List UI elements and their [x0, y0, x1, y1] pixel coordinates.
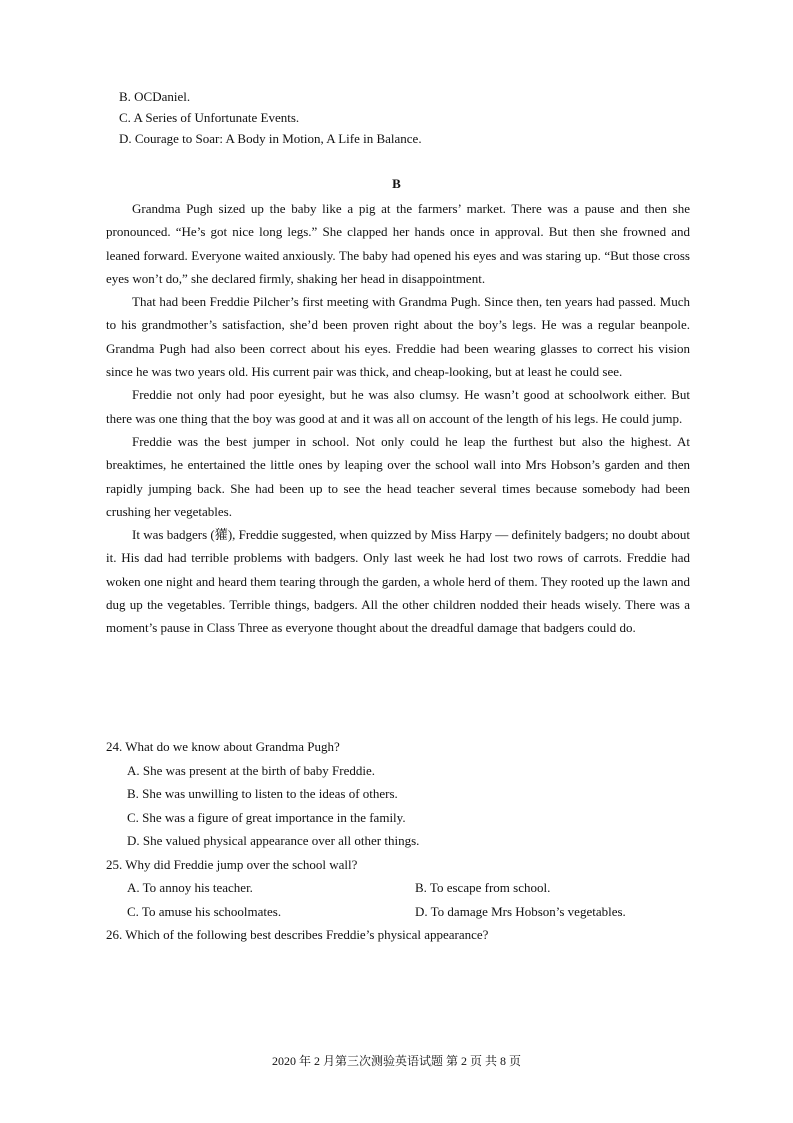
question-25-stem: 25. Why did Freddie jump over the school wall?	[106, 856, 358, 872]
section-heading: B	[392, 176, 401, 191]
passage-paragraph-3: Freddie not only had poor eyesight, but he was also clumsy. He wasn’t good at schoolwork either. But there was one thing that the boy was good at and it was all on account of the length of his legs. He could jump.	[106, 387, 690, 426]
question-25-option-c: C. To amuse his schoolmates.	[127, 903, 282, 919]
question-24-stem: 24. What do we know about Grandma Pugh?	[106, 739, 340, 754]
question-26-stem: 26. Which of the following best describes Freddie’s physical appearance?	[106, 927, 489, 942]
question-list	[106, 735, 706, 947]
question-25-option-b: B. To escape from school.	[415, 880, 551, 895]
passage-paragraph-5: It was badgers (獾), Freddie suggested, when quizzed by Miss Harpy — definitely badgers; no doubt about it. His dad had terrible problems with badgers. Only last week he had lost two rows of carrots. Freddie had woken one night and heard them tearing through the garden, a whole herd of them. They rooted up the lawn and dug up the vegetables. Terrible things, badgers. All the other children nodded their heads wisely. There was a moment’s pause in Class Three as everyone thought about the dreadful damage that badgers could do.	[106, 527, 690, 636]
option-d: D. Courage to Soar: A Body in Motion, A Life in Balance.	[119, 131, 422, 146]
passage-paragraph-4: Freddie was the best jumper in school. Not only could he leap the furthest but also the highest. At breaktimes, he entertained the little ones by leaping over the school wall into Mrs Hobson’s garden and then rapidly jumping back. She had been up to see the head teacher several times because somebody had been crushing her vegetables.	[106, 433, 690, 519]
question-24-option-d: D. She valued physical appearance over all other things.	[127, 833, 420, 848]
question-24-option-b: B. She was unwilling to listen to the ideas of others.	[127, 786, 398, 801]
question-24-option-c: C. She was a figure of great importance in the family.	[127, 809, 406, 825]
reading-passage	[106, 197, 690, 640]
question-25-options-row-1	[106, 876, 706, 900]
question-24-option-a: A. She was present at the birth of baby Freddie.	[127, 762, 376, 778]
option-c: C. A Series of Unfortunate Events.	[119, 110, 300, 125]
passage-paragraph-1: Grandma Pugh sized up the baby like a pig at the farmers’ market. There was a pause and then she pronounced. “He’s got nice long legs.” She clapped her hands once in approval. But then she frowned and leaned forward. Everyone waited anxiously. The baby had opened his eyes and was staring up. “But those cross eyes won’t do,” she declared firmly, shaking her head in disappointment.	[106, 201, 690, 286]
question-25-option-d: D. To damage Mrs Hobson’s vegetables.	[415, 903, 626, 919]
question-25-option-a: A. To annoy his teacher.	[127, 880, 253, 895]
previous-question-options	[119, 86, 422, 149]
page-footer: 2020 年 2 月第三次测验英语试题 第 2 页 共 8 页	[271, 1054, 521, 1068]
question-25-options-row-2	[106, 900, 706, 924]
passage-paragraph-2: That had been Freddie Pilcher’s first meeting with Grandma Pugh. Since then, ten years had passed. Much to his grandmother’s satisfaction, she’d been proven right about the boy’s legs. He was a regular beanpole. Grandma Pugh had also been correct about his eyes. Freddie had been wearing glasses to correct his vision since he was two years old. His current pair was thick, and cheap-looking, but at least he could see.	[106, 294, 690, 380]
option-b: B. OCDaniel.	[119, 89, 191, 104]
